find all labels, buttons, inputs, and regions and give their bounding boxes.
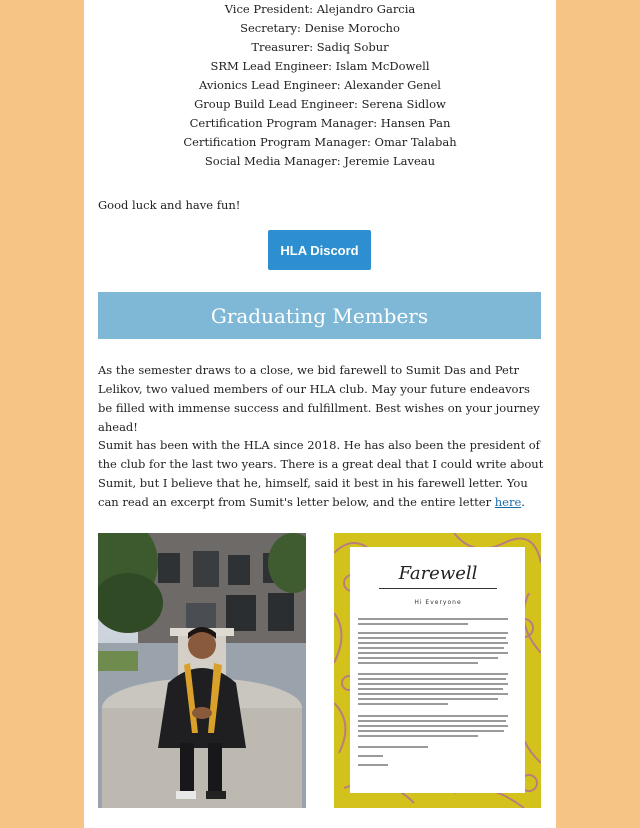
letter-link[interactable]: here: [494, 495, 522, 509]
officer-line: SRM Lead Engineer: Islam McDowell: [210, 59, 430, 73]
sumit-paragraph: [98, 436, 544, 512]
sumit-paragraph-end: .: [521, 495, 525, 509]
letter-divider: [379, 588, 497, 589]
graduation-photo: [98, 533, 306, 808]
letter-greeting: Hi Everyone: [414, 599, 462, 606]
officer-line: Certification Program Manager: Hansen Pan: [189, 116, 451, 130]
farewell-paragraph: As the semester draws to a close, we bid farewell to Sumit Das and Petr Lelikov, two valued members of our HLA club. May your future endeavors be filled with immense success and fulfillment. Best wishes on your journey ahead!: [98, 363, 540, 434]
officer-line: Group Build Lead Engineer: Serena Sidlow: [194, 97, 446, 111]
letter-title: Farewell: [398, 563, 478, 584]
officer-line: Avionics Lead Engineer: Alexander Genel: [199, 78, 441, 92]
closing-text: Good luck and have fun!: [98, 198, 241, 212]
officer-line: Secretary: Denise Morocho: [240, 21, 400, 35]
officer-line: Treasurer: Sadiq Sobur: [251, 40, 389, 54]
section-title: Graduating Members: [98, 292, 541, 339]
letter-body-text: [358, 618, 518, 788]
officer-list: [84, 0, 556, 171]
farewell-letter-image: [334, 533, 541, 808]
sumit-paragraph-text: Sumit has been with the HLA since 2018. He has also been the president of the club for the last two years. There is a great deal that I could write about Sumit, but I believe that he, himself, said it best in his farewell letter. You can read an excerpt from Sumit's letter below, and the entire letter: [98, 438, 544, 509]
officer-line: Social Media Manager: Jeremie Laveau: [204, 154, 436, 168]
discord-button[interactable]: HLA Discord: [268, 230, 371, 270]
officer-line: Vice President: Alejandro Garcia: [224, 2, 416, 16]
newsletter-body: [84, 0, 556, 828]
officer-line: Certification Program Manager: Omar Talabah: [183, 135, 457, 149]
